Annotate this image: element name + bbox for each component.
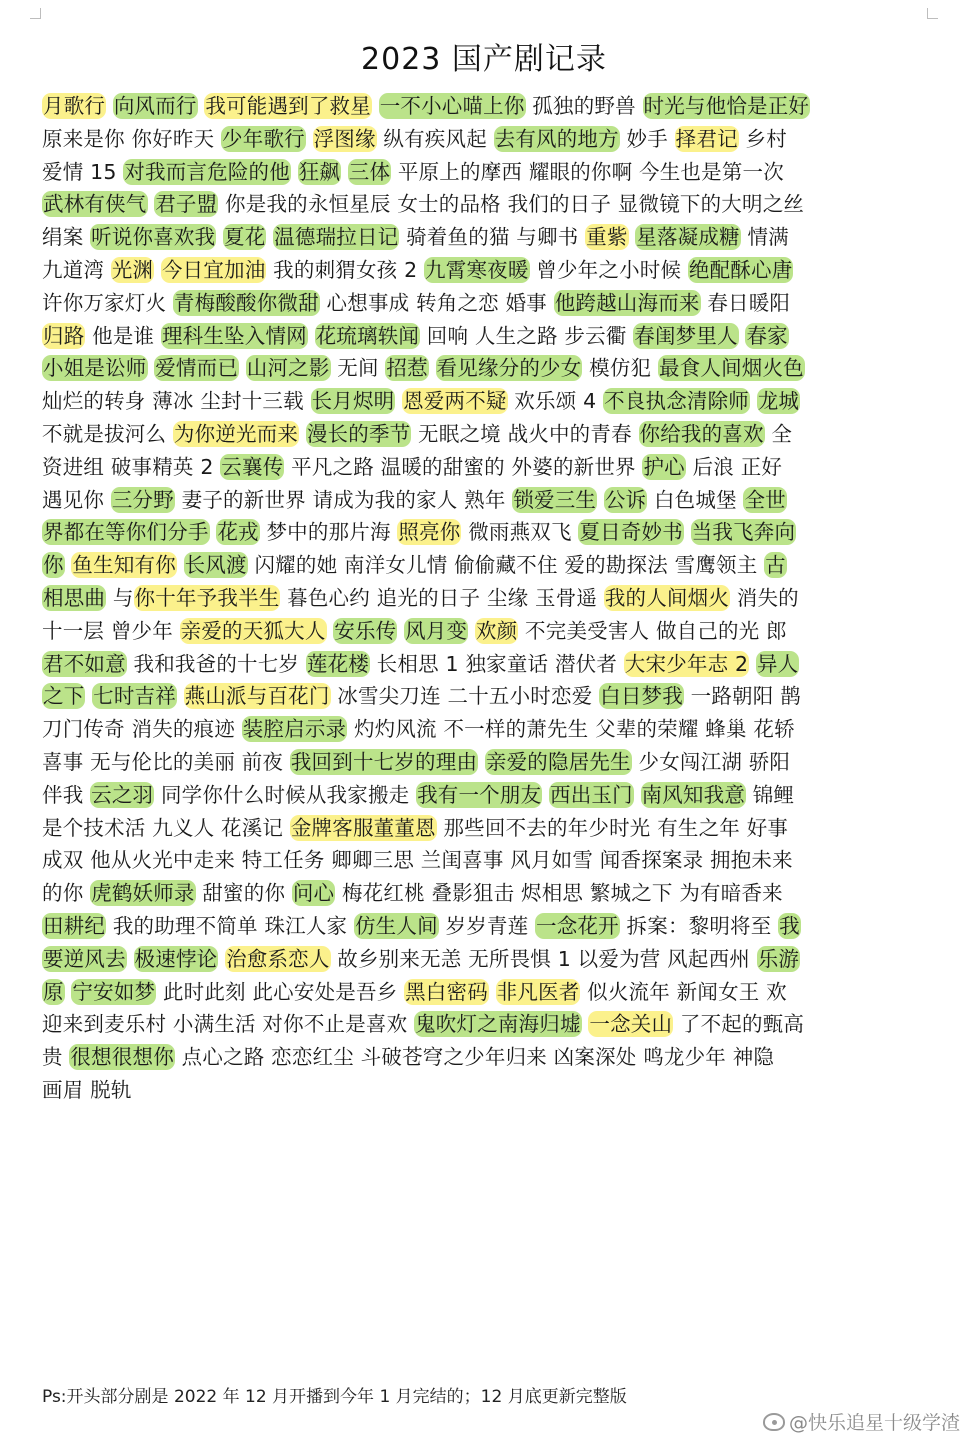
highlighted-title: 三体	[348, 159, 391, 184]
highlighted-title: 重紫	[586, 225, 628, 250]
highlighted-title: 欢颜	[475, 618, 518, 643]
list-line	[42, 484, 922, 517]
list-line	[42, 418, 922, 451]
highlighted-title: 长月烬明	[311, 389, 395, 414]
highlighted-title: 云之羽	[91, 782, 154, 807]
highlighted-title: 公诉	[604, 487, 647, 512]
highlighted-title: 看见缘分的少女	[436, 356, 582, 381]
title-text	[306, 127, 313, 151]
highlighted-title: 为你逆光而来	[173, 421, 299, 446]
highlighted-title: 我的人间烟火	[604, 585, 730, 610]
list-line	[42, 910, 922, 943]
title-text: 九道湾	[42, 257, 111, 282]
title-text: 灿烂的转身 薄冰 尘封十三载	[42, 389, 311, 414]
highlighted-title: 小姐是讼师	[43, 356, 147, 381]
highlighted-title: 三分野	[111, 487, 174, 512]
title-text	[239, 356, 246, 380]
highlighted-title: 花琉璃轶闻	[315, 323, 420, 348]
highlighted-title: 你十年予我半生	[134, 585, 280, 610]
highlighted-title: 他跨越山海而来	[554, 290, 700, 315]
page-corner-top-left	[30, 8, 41, 19]
highlighted-title: 今日宜加油	[161, 257, 266, 282]
highlighted-title: 莲花楼	[306, 651, 369, 676]
highlighted-title: 君子盟	[155, 192, 218, 217]
highlighted-title: 极速悖论	[134, 946, 218, 971]
title-text	[154, 258, 161, 282]
drama-list	[42, 90, 922, 1107]
title-text	[468, 619, 475, 643]
highlighted-title: 护心	[643, 454, 685, 479]
list-line	[42, 1041, 922, 1074]
highlighted-title: 招惹	[386, 356, 428, 381]
highlighted-title: 古	[765, 553, 786, 578]
list-line	[42, 779, 922, 812]
highlighted-title: 我回到十七岁的理由	[290, 749, 478, 774]
highlighted-title: 要逆风去	[43, 946, 126, 971]
title-text: 回响 人生之路 步云衢	[420, 323, 634, 348]
highlighted-title: 大宋少年志 2	[624, 651, 749, 676]
title-text: 甜蜜的你	[195, 881, 292, 906]
list-line	[42, 254, 922, 287]
title-text	[341, 160, 348, 184]
highlighted-title: 黑白密码	[405, 979, 488, 1004]
highlighted-title: 原	[43, 979, 64, 1004]
highlighted-title: 爱情而已	[155, 356, 239, 381]
highlighted-title: 乐游	[757, 946, 800, 971]
list-line	[42, 287, 922, 320]
highlighted-title: 宁安如梦	[72, 979, 156, 1004]
list-line	[42, 352, 922, 385]
weibo-icon	[763, 1413, 785, 1431]
title-text: 暮色心约 追光的日子 尘缘 玉骨遥	[280, 585, 604, 610]
title-text: 微雨燕双飞	[461, 520, 579, 545]
title-text: 资进组 破事精英 2	[42, 454, 221, 479]
title-text	[429, 356, 436, 380]
title-text: 遇见你	[42, 487, 111, 512]
list-line	[42, 90, 922, 123]
highlighted-title: 全世	[744, 487, 786, 512]
highlighted-title: 异人	[756, 651, 799, 676]
title-text: 无间	[330, 356, 386, 381]
highlighted-title: 择君记	[675, 126, 738, 151]
title-text	[478, 750, 485, 774]
title-text: 十一层 曾少年	[42, 618, 180, 643]
highlighted-title: 夏花	[224, 225, 266, 250]
title-text: 心想事成 转角之恋 婚事	[319, 290, 554, 315]
title-text: 冰雪尖刀连 二十五小时恋爱	[330, 684, 600, 709]
title-text	[127, 947, 134, 971]
title-text: 成双 他从火光中走来 特工任务 卿卿三思 兰闺喜事 风月如雪 闻香探案录 拥抱未来	[42, 848, 793, 873]
title-text: 全	[764, 421, 793, 446]
title-text: 与	[106, 585, 134, 610]
highlighted-title: 对我而言危险的他	[124, 159, 290, 184]
highlighted-title: 相思曲	[43, 585, 106, 610]
title-text: 伴我	[42, 782, 91, 807]
title-text: 后浪 正好	[685, 454, 783, 479]
title-text	[597, 488, 604, 512]
highlighted-title: 温德瑞拉日记	[274, 225, 399, 250]
title-text: 曾少年之小时候	[529, 257, 688, 282]
title-text: 不就是拔河么	[42, 421, 173, 446]
title-text: 少女闯江湖 骄阳	[631, 749, 791, 774]
list-line	[42, 877, 922, 910]
highlighted-title: 九霄寒夜暖	[425, 257, 529, 282]
title-text: 是个技术活 九义人 花溪记	[42, 815, 290, 840]
title-text: 欢乐颂 4	[507, 389, 604, 414]
title-text: 我和我爸的十七岁	[126, 651, 306, 676]
list-line	[42, 123, 922, 156]
highlighted-title: 浮图缘	[313, 126, 376, 151]
highlighted-title: 少年歌行	[222, 126, 305, 151]
highlighted-title: 虎鹤妖师录	[91, 881, 195, 906]
highlighted-title: 去有风的地方	[494, 126, 619, 151]
title-text: 喜事 无与伦比的美丽 前夜	[42, 749, 290, 774]
title-text: 我的刺猬女孩 2	[266, 257, 425, 282]
list-line	[42, 615, 922, 648]
highlighted-title: 云襄传	[221, 454, 284, 479]
title-text: 无眠之境 战火中的青春	[411, 421, 639, 446]
highlighted-title: 风月变	[405, 618, 468, 643]
title-text: 他是谁	[85, 323, 161, 348]
highlighted-title: 我有一个朋友	[417, 782, 542, 807]
title-text: 岁岁青莲	[438, 913, 536, 938]
highlighted-title: 你	[43, 553, 64, 578]
list-line	[42, 221, 922, 254]
highlighted-title: 锁爱三生	[513, 487, 597, 512]
highlighted-title: 之下	[43, 684, 85, 709]
list-line	[42, 320, 922, 353]
title-text: 拆案：黎明将至	[619, 913, 779, 938]
highlighted-title: 亲爱的隐居先生	[485, 749, 631, 774]
highlighted-title: 向风而行	[113, 94, 197, 118]
title-text: 点心之路 恋恋红尘 斗破苍穹之少年归来 凶案深处 鸣龙少年 神隐	[174, 1045, 775, 1070]
highlighted-title: 治愈系恋人	[226, 946, 330, 971]
list-line	[42, 451, 922, 484]
highlighted-title: 田耕纪	[43, 913, 106, 938]
title-text	[749, 652, 756, 676]
title-text: 梅花红桃 叠影狙击 烬相思 繁城之下 为有暗香来	[335, 881, 783, 906]
list-line	[42, 713, 922, 746]
highlighted-title: 一念花开	[536, 913, 619, 938]
highlighted-title: 界都在等你们分手	[43, 520, 209, 545]
title-text: 锦鲤	[746, 782, 795, 807]
highlighted-title: 恩爱两不疑	[403, 389, 507, 414]
highlighted-title: 仿生人间	[354, 913, 438, 938]
title-text	[106, 94, 113, 118]
list-line	[42, 516, 922, 549]
title-text	[489, 980, 496, 1004]
title-text: 模仿犯	[582, 356, 658, 381]
watermark-text: @快乐追星十级学渣	[788, 1412, 960, 1434]
highlighted-title: 很想很想你	[70, 1045, 174, 1070]
title-text: 刀门传奇 消失的痕迹	[42, 717, 242, 742]
title-text	[634, 783, 641, 807]
title-text: 灼灼风流 不一样的萧先生 父辈的荣耀 蜂巢 花轿	[347, 717, 795, 742]
list-line	[42, 188, 922, 221]
title-text: 爱情 15	[42, 159, 124, 184]
title-text: 似火流年 新闻女王 欢	[580, 979, 787, 1004]
highlighted-title: 亲爱的天狐大人	[180, 618, 326, 643]
title-text	[177, 553, 184, 577]
title-text: 的你	[42, 881, 91, 906]
title-text: 贵	[42, 1045, 70, 1070]
title-text: 乡村	[738, 126, 787, 151]
highlighted-title: 狂飙	[298, 159, 341, 184]
highlighted-title: 君不如意	[43, 651, 126, 676]
title-text: 迎来到麦乐村 小满生活 对你不止是喜欢	[42, 1012, 415, 1037]
highlighted-title: 星落凝成糖	[636, 225, 740, 250]
highlighted-title: 花戎	[217, 520, 259, 545]
title-text: 情满	[740, 225, 789, 250]
highlighted-title: 我	[779, 913, 800, 938]
list-line	[42, 156, 922, 189]
list-line	[42, 976, 922, 1009]
list-line	[42, 746, 922, 779]
page-corner-top-right	[927, 8, 938, 19]
title-text: 春日暖阳	[700, 290, 791, 315]
title-text: 长相思 1 独家童话 潜伏者	[369, 651, 624, 676]
title-text: 纵有疾风起	[376, 126, 494, 151]
title-text	[684, 520, 691, 544]
highlighted-title: 月歌行	[43, 94, 106, 118]
list-line	[42, 1008, 922, 1041]
list-line	[42, 582, 922, 615]
title-text: 你是我的永恒星辰 女士的品格 我们的日子 显微镜下的大明之丝	[218, 192, 805, 217]
highlighted-title: 照亮你	[398, 520, 461, 545]
highlighted-title: 南风知我意	[641, 782, 746, 807]
highlighted-title: 燕山派与百花门	[184, 684, 330, 709]
highlighted-title: 光渊	[111, 257, 154, 282]
highlighted-title: 听说你喜欢我	[91, 225, 216, 250]
highlighted-title: 一念关山	[589, 1012, 673, 1037]
highlighted-title: 时光与他恰是正好	[643, 94, 810, 118]
title-text	[542, 783, 549, 807]
highlighted-title: 山河之影	[246, 356, 330, 381]
highlighted-title: 最食人间烟火色	[658, 356, 804, 381]
list-line	[42, 648, 922, 681]
highlighted-title: 当我飞奔向	[691, 520, 796, 545]
highlighted-title: 春闺梦里人	[634, 323, 738, 348]
title-text	[291, 160, 298, 184]
page-title: 2023 国产剧记录	[361, 42, 607, 77]
highlighted-title: 漫长的季节	[306, 421, 411, 446]
title-text: 白色城堡	[647, 487, 744, 512]
title-text: 绢案	[42, 225, 91, 250]
title-text: 闪耀的她 南洋女儿情 偷偷藏不住 爱的勘探法 雪鹰领主	[247, 553, 765, 578]
title-text	[308, 324, 315, 348]
title-text: 了不起的甄高	[673, 1012, 805, 1037]
list-line	[42, 943, 922, 976]
highlighted-title: 理科生坠入情网	[161, 323, 307, 348]
list-line	[42, 680, 922, 713]
highlighted-title: 长风渡	[184, 553, 247, 578]
title-text: 平原上的摩西 耀眼的你啊 今生也是第一次	[391, 159, 784, 184]
list-line	[42, 1074, 922, 1107]
watermark	[763, 1408, 960, 1435]
highlighted-title: 你给我的喜欢	[639, 421, 764, 446]
highlighted-title: 青梅酸酸你微甜	[173, 290, 319, 315]
title-text: 消失的	[730, 585, 799, 610]
title-text: 那些回不去的年少时光 有生之年 好事	[436, 815, 789, 840]
title-text	[299, 422, 306, 446]
highlighted-title: 夏日奇妙书	[579, 520, 683, 545]
title-text	[177, 684, 184, 708]
list-line	[42, 844, 922, 877]
list-line	[42, 385, 922, 418]
highlighted-title: 春家	[746, 323, 788, 348]
highlighted-title: 绝配酥心唐	[688, 257, 793, 282]
title-text: 同学你什么时候从我家搬走	[154, 782, 417, 807]
list-line	[42, 812, 922, 845]
title-text: 一路朝阳 鹊	[683, 684, 801, 709]
highlighted-title: 武林有侠气	[43, 192, 147, 217]
title-text	[372, 94, 379, 118]
title-text: 孤独的野兽	[525, 94, 643, 118]
title-text: 原来是你 你好昨天	[42, 126, 222, 151]
highlighted-title: 金牌客服董董恩	[290, 815, 436, 840]
footer-note: Ps:开头部分剧是 2022 年 12 月开播到今年 1 月完结的；12 月底更新完整版	[42, 1387, 627, 1407]
title-text: 梦中的那片海	[259, 520, 398, 545]
highlighted-title: 鬼吹灯之南海归墟	[415, 1012, 581, 1037]
highlighted-title: 白日梦我	[600, 684, 683, 709]
title-text: 许你万家灯火	[42, 290, 173, 315]
title-text: 妻子的新世界 请成为我的家人 熟年	[174, 487, 513, 512]
highlighted-title: 西出玉门	[550, 782, 633, 807]
highlighted-title: 七时吉祥	[93, 684, 176, 709]
title-text: 故乡别来无恙 无所畏惧 1 以爱为营 风起西州	[330, 946, 757, 971]
highlighted-title: 非凡医者	[496, 979, 580, 1004]
highlighted-title: 归路	[43, 323, 85, 348]
title-text: 此时此刻 此心安处是吾乡	[156, 979, 405, 1004]
highlighted-title: 龙城	[757, 389, 800, 414]
list-line	[42, 549, 922, 582]
title-text: 我的助理不简单 珠江人家	[106, 913, 354, 938]
title-text: 妙手	[619, 126, 675, 151]
title-text: 不完美受害人 做自己的光 郎	[518, 618, 787, 643]
highlighted-title: 鱼生知有你	[72, 553, 176, 578]
highlighted-title: 安乐传	[334, 618, 397, 643]
highlighted-title: 一不小心喵上你	[379, 94, 525, 118]
title-text: 骑着鱼的猫 与卿书	[399, 225, 586, 250]
title-text: 平凡之路 温暖的甜蜜的 外婆的新世界	[284, 454, 643, 479]
highlighted-title: 问心	[292, 881, 335, 906]
highlighted-title: 我可能遇到了救星	[205, 94, 371, 118]
highlighted-title: 装腔启示录	[242, 717, 347, 742]
title-text	[750, 389, 757, 413]
title-text: 画眉 脱轨	[42, 1077, 132, 1102]
highlighted-title: 不良执念清除师	[604, 389, 749, 414]
